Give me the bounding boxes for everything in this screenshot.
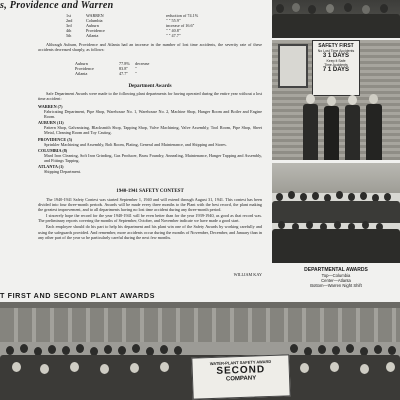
award-banner-sign: WATER-PLANT SAFETY AWARD SECOND COMPANY: [191, 354, 290, 399]
severity-row: Auburn 77.8% decrease: [75, 61, 150, 66]
photo-roofline: [0, 302, 400, 308]
contest-body: [38, 197, 262, 240]
ranking-row: 2nd Columbia " " 55.9": [66, 18, 181, 24]
plant-award: AUBURN (11) Pattern Shop, Galvanizing, Blacksmith Shop, Tapping Shop, Valve Machining, Valve Assembly, Tool Room, Pipe Shop, Sheet Metal, Cleaning Room and Toy Casting.: [38, 120, 262, 136]
caption-line: Bottom—Warren Night Shift: [310, 283, 362, 289]
dept-awards-intro: Safe Department Awards were made to the following plant departments for having operated during the entire year without a lost time accident:: [38, 91, 262, 102]
contest-heading: 1940-1941 SAFETY CONTEST: [116, 189, 184, 194]
contest-paragraph: I sincerely hope the record for the year 1940-1941 will be even better than for the year 1939-1940, as good as that record was. The preliminary reports covering the months of September, October, and November indicate we have made a good start.: [38, 213, 262, 224]
photo-group-awards: [0, 302, 400, 400]
photo-background: [272, 163, 400, 193]
photo-building: [0, 302, 400, 342]
plant-award: COLUMBIA (8) Mard Iron Cleaning, Soft Iron Grinding, Gas Producer, Brass Foundry, Annealing, Maintenance, Hanger Tapping and Assembly, and Fittings Tapping.: [38, 147, 262, 163]
photo-warren-night-shift: [272, 163, 400, 263]
rankings-table: [66, 13, 256, 38]
dept-awards-heading: Department Awards: [128, 84, 172, 89]
plant-award: WARREN (7) Fabricating Department, Pipe Shop, Warehouse No. 1, Warehouse No. 2, Machine Shop, Hanger Room and Boiler and Engine Room.: [38, 104, 262, 120]
page-title: s, Providence and Warren: [0, 0, 114, 11]
bottom-banner-title: T FIRST AND SECOND PLANT AWARDS: [0, 291, 156, 300]
window: [278, 44, 308, 88]
contest-paragraph: The 1940-1941 Safety Contest was started September 1, 1940 and will extend through August 31, 1941. This contest has been divided into four three-month periods. Awards will be made every three months to the Plant with the best record, the plant making the greatest improvement, and to all departments having no lost time accident during any three-month period.: [38, 197, 262, 213]
photo-columbia: [272, 0, 400, 38]
contest-paragraph: Each employee should do his part to help his department and his plant win one of the Safety Awards by working carefully and using the safeguards provided. And remember, more accidents occur during the months of November, December, and January than in any other part of the year so be particularly careful during the next few months.: [38, 224, 262, 240]
intro-paragraph: Although Auburn, Providence and Atlanta had an increase in the number of lost time accidents, the severity rate of these accidents decreased sharply, as follows:: [38, 42, 262, 53]
safety-sign: SAFETY FIRST No Lost Time Accidents 3 1 DAYS Keep it Safe Time Accidents 7 1 DAYS: [312, 40, 360, 96]
severity-table: [75, 61, 195, 76]
caption-line: Top—Columbia: [321, 273, 351, 279]
dept-awards-list: [38, 104, 262, 174]
plant-award: PROVIDENCE (5) Sprinkler Machining and Assembly, Bolt Room, Plating, General and Maintenance, and Shipping and Stores.: [38, 136, 227, 147]
ranking-row: 1st WARREN reduction of 74.1%: [66, 13, 199, 18]
caption-line: Center—Atlanta: [321, 278, 351, 284]
photo-atlanta: [272, 40, 400, 160]
severity-row: Providence 83.8" ": [75, 66, 137, 72]
ranking-row: 3rd Auburn increase of 16.6": [66, 23, 195, 29]
caption-title: DEPARTMENTAL AWARDS: [304, 267, 368, 273]
signature: WILLIAM KAY: [233, 272, 262, 277]
plant-award: ATLANTA (1) Shipping Department.: [38, 164, 81, 175]
photo-caption: [272, 268, 400, 288]
ranking-row: 5th Atlanta " " 47.7": [66, 33, 181, 39]
ranking-row: 4th Providence " " 40.8": [66, 28, 181, 34]
severity-row: Atlanta 47.7" ": [75, 71, 137, 77]
